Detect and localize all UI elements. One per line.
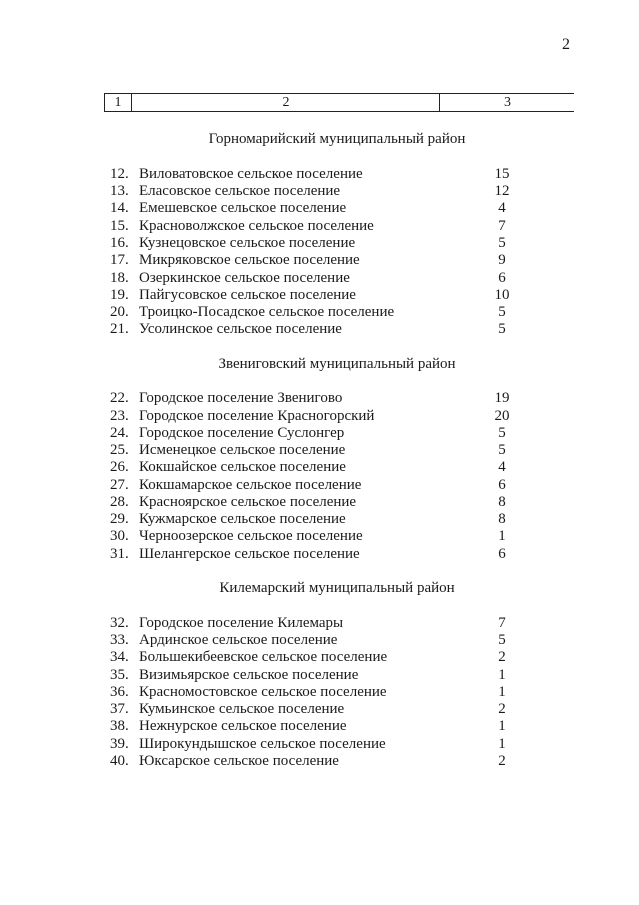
row-name: Юксарское сельское поселение [139, 753, 339, 769]
row-name: Широкундышское сельское поселение [139, 736, 386, 752]
list-item [110, 718, 530, 735]
list-item [110, 252, 530, 269]
list-item [110, 408, 530, 425]
list-item [110, 235, 530, 252]
row-value: 9 [498, 252, 506, 268]
row-number: 30. [110, 528, 129, 544]
row-value: 5 [498, 235, 506, 251]
row-name: Городское поселение Килемары [139, 615, 344, 631]
row-name: Кужмарское сельское поселение [139, 511, 346, 527]
list-item [110, 667, 530, 684]
row-value: 5 [498, 632, 506, 648]
row-value: 1 [498, 528, 506, 544]
row-number: 33. [110, 632, 129, 648]
row-number: 22. [110, 390, 129, 406]
row-number: 24. [110, 425, 129, 441]
row-value: 4 [498, 459, 506, 475]
list-item [110, 701, 530, 718]
row-name: Еласовское сельское поселение [139, 183, 341, 199]
row-number: 29. [110, 511, 129, 527]
list-item [110, 218, 530, 235]
table-header-col-2: 2 [282, 95, 290, 110]
row-value: 2 [498, 701, 506, 717]
row-name: Микряковское сельское поселение [139, 252, 360, 268]
row-value: 7 [498, 218, 506, 234]
list-item [110, 632, 530, 649]
district-title: Горномарийский муниципальный район [208, 131, 466, 147]
row-number: 39. [110, 736, 129, 752]
row-value: 5 [498, 304, 506, 320]
row-number: 18. [110, 270, 129, 286]
row-number: 35. [110, 667, 129, 683]
row-name: Озеркинское сельское поселение [139, 270, 350, 286]
row-value: 7 [498, 615, 506, 631]
list-item [110, 736, 530, 753]
row-name: Визимьярское сельское поселение [139, 667, 359, 683]
list-item [110, 528, 530, 545]
row-name: Красноярское сельское поселение [139, 494, 357, 510]
row-number: 31. [110, 546, 129, 562]
row-number: 23. [110, 408, 129, 424]
row-value: 1 [498, 684, 506, 700]
row-value: 6 [498, 270, 506, 286]
row-number: 19. [110, 287, 129, 303]
row-value: 5 [498, 442, 506, 458]
row-number: 21. [110, 321, 129, 337]
row-value: 19 [494, 390, 510, 406]
row-name: Кокшамарское сельское поселение [139, 477, 362, 493]
row-name: Шелангерское сельское поселение [139, 546, 360, 562]
table-header [104, 93, 574, 112]
row-number: 20. [110, 304, 129, 320]
row-name: Пайгусовское сельское поселение [139, 287, 356, 303]
page-number: 2 [562, 36, 570, 53]
row-value: 4 [498, 200, 506, 216]
row-number: 26. [110, 459, 129, 475]
row-number: 16. [110, 235, 129, 251]
list-item [110, 442, 530, 459]
row-name: Виловатовское сельское поселение [139, 166, 363, 182]
list-item [110, 390, 530, 407]
row-name: Кумьинское сельское поселение [139, 701, 345, 717]
row-number: 15. [110, 218, 129, 234]
row-name: Усолинское сельское поселение [139, 321, 342, 337]
row-value: 8 [498, 494, 506, 510]
row-number: 27. [110, 477, 129, 493]
row-number: 34. [110, 649, 129, 665]
list-item [110, 200, 530, 217]
row-name: Троицко-Посадское сельское поселение [139, 304, 395, 320]
row-number: 17. [110, 252, 129, 268]
list-item [110, 287, 530, 304]
row-name: Кузнецовское сельское поселение [139, 235, 356, 251]
row-number: 12. [110, 166, 129, 182]
row-value: 12 [494, 183, 510, 199]
district-title: Килемарский муниципальный район [219, 580, 455, 596]
row-value: 10 [494, 287, 510, 303]
row-value: 6 [498, 546, 506, 562]
list-item [110, 494, 530, 511]
list-item [110, 270, 530, 287]
list-item [110, 511, 530, 528]
row-number: 25. [110, 442, 129, 458]
row-value: 1 [498, 667, 506, 683]
list-item [110, 477, 530, 494]
row-number: 14. [110, 200, 129, 216]
list-item [110, 753, 530, 770]
row-value: 2 [498, 753, 506, 769]
row-value: 2 [498, 649, 506, 665]
row-name: Черноозерское сельское поселение [139, 528, 363, 544]
row-number: 32. [110, 615, 129, 631]
row-value: 5 [498, 321, 506, 337]
row-number: 40. [110, 753, 129, 769]
list-item [110, 166, 530, 183]
row-number: 38. [110, 718, 129, 734]
list-item [110, 321, 530, 338]
row-name: Исменецкое сельское поселение [139, 442, 346, 458]
row-value: 20 [494, 408, 510, 424]
table-header-col-3: 3 [439, 94, 575, 111]
row-value: 5 [498, 425, 506, 441]
row-number: 37. [110, 701, 129, 717]
row-name: Красноволжское сельское поселение [139, 218, 374, 234]
row-value: 6 [498, 477, 506, 493]
row-name: Городское поселение Красногорский [139, 408, 375, 424]
list-item [110, 615, 530, 632]
row-name: Кокшайское сельское поселение [139, 459, 346, 475]
list-item [110, 183, 530, 200]
row-name: Городское поселение Звенигово [139, 390, 343, 406]
row-number: 36. [110, 684, 129, 700]
row-name: Большекибеевское сельское поселение [139, 649, 388, 665]
row-value: 15 [494, 166, 510, 182]
row-number: 28. [110, 494, 129, 510]
list-item [110, 459, 530, 476]
district-title: Звениговский муниципальный район [218, 356, 456, 372]
row-value: 8 [498, 511, 506, 527]
table-header-col-1: 1 [104, 94, 132, 111]
list-item [110, 304, 530, 321]
row-value: 1 [498, 718, 506, 734]
row-name: Ардинское сельское поселение [139, 632, 338, 648]
list-item [110, 649, 530, 666]
row-value: 1 [498, 736, 506, 752]
row-name: Красномостовское сельское поселение [139, 684, 387, 700]
row-name: Городское поселение Суслонгер [139, 425, 345, 441]
list-item [110, 425, 530, 442]
row-name: Нежнурское сельское поселение [139, 718, 347, 734]
row-name: Емешевское сельское поселение [139, 200, 347, 216]
row-number: 13. [110, 183, 129, 199]
list-item [110, 684, 530, 701]
list-item [110, 546, 530, 563]
